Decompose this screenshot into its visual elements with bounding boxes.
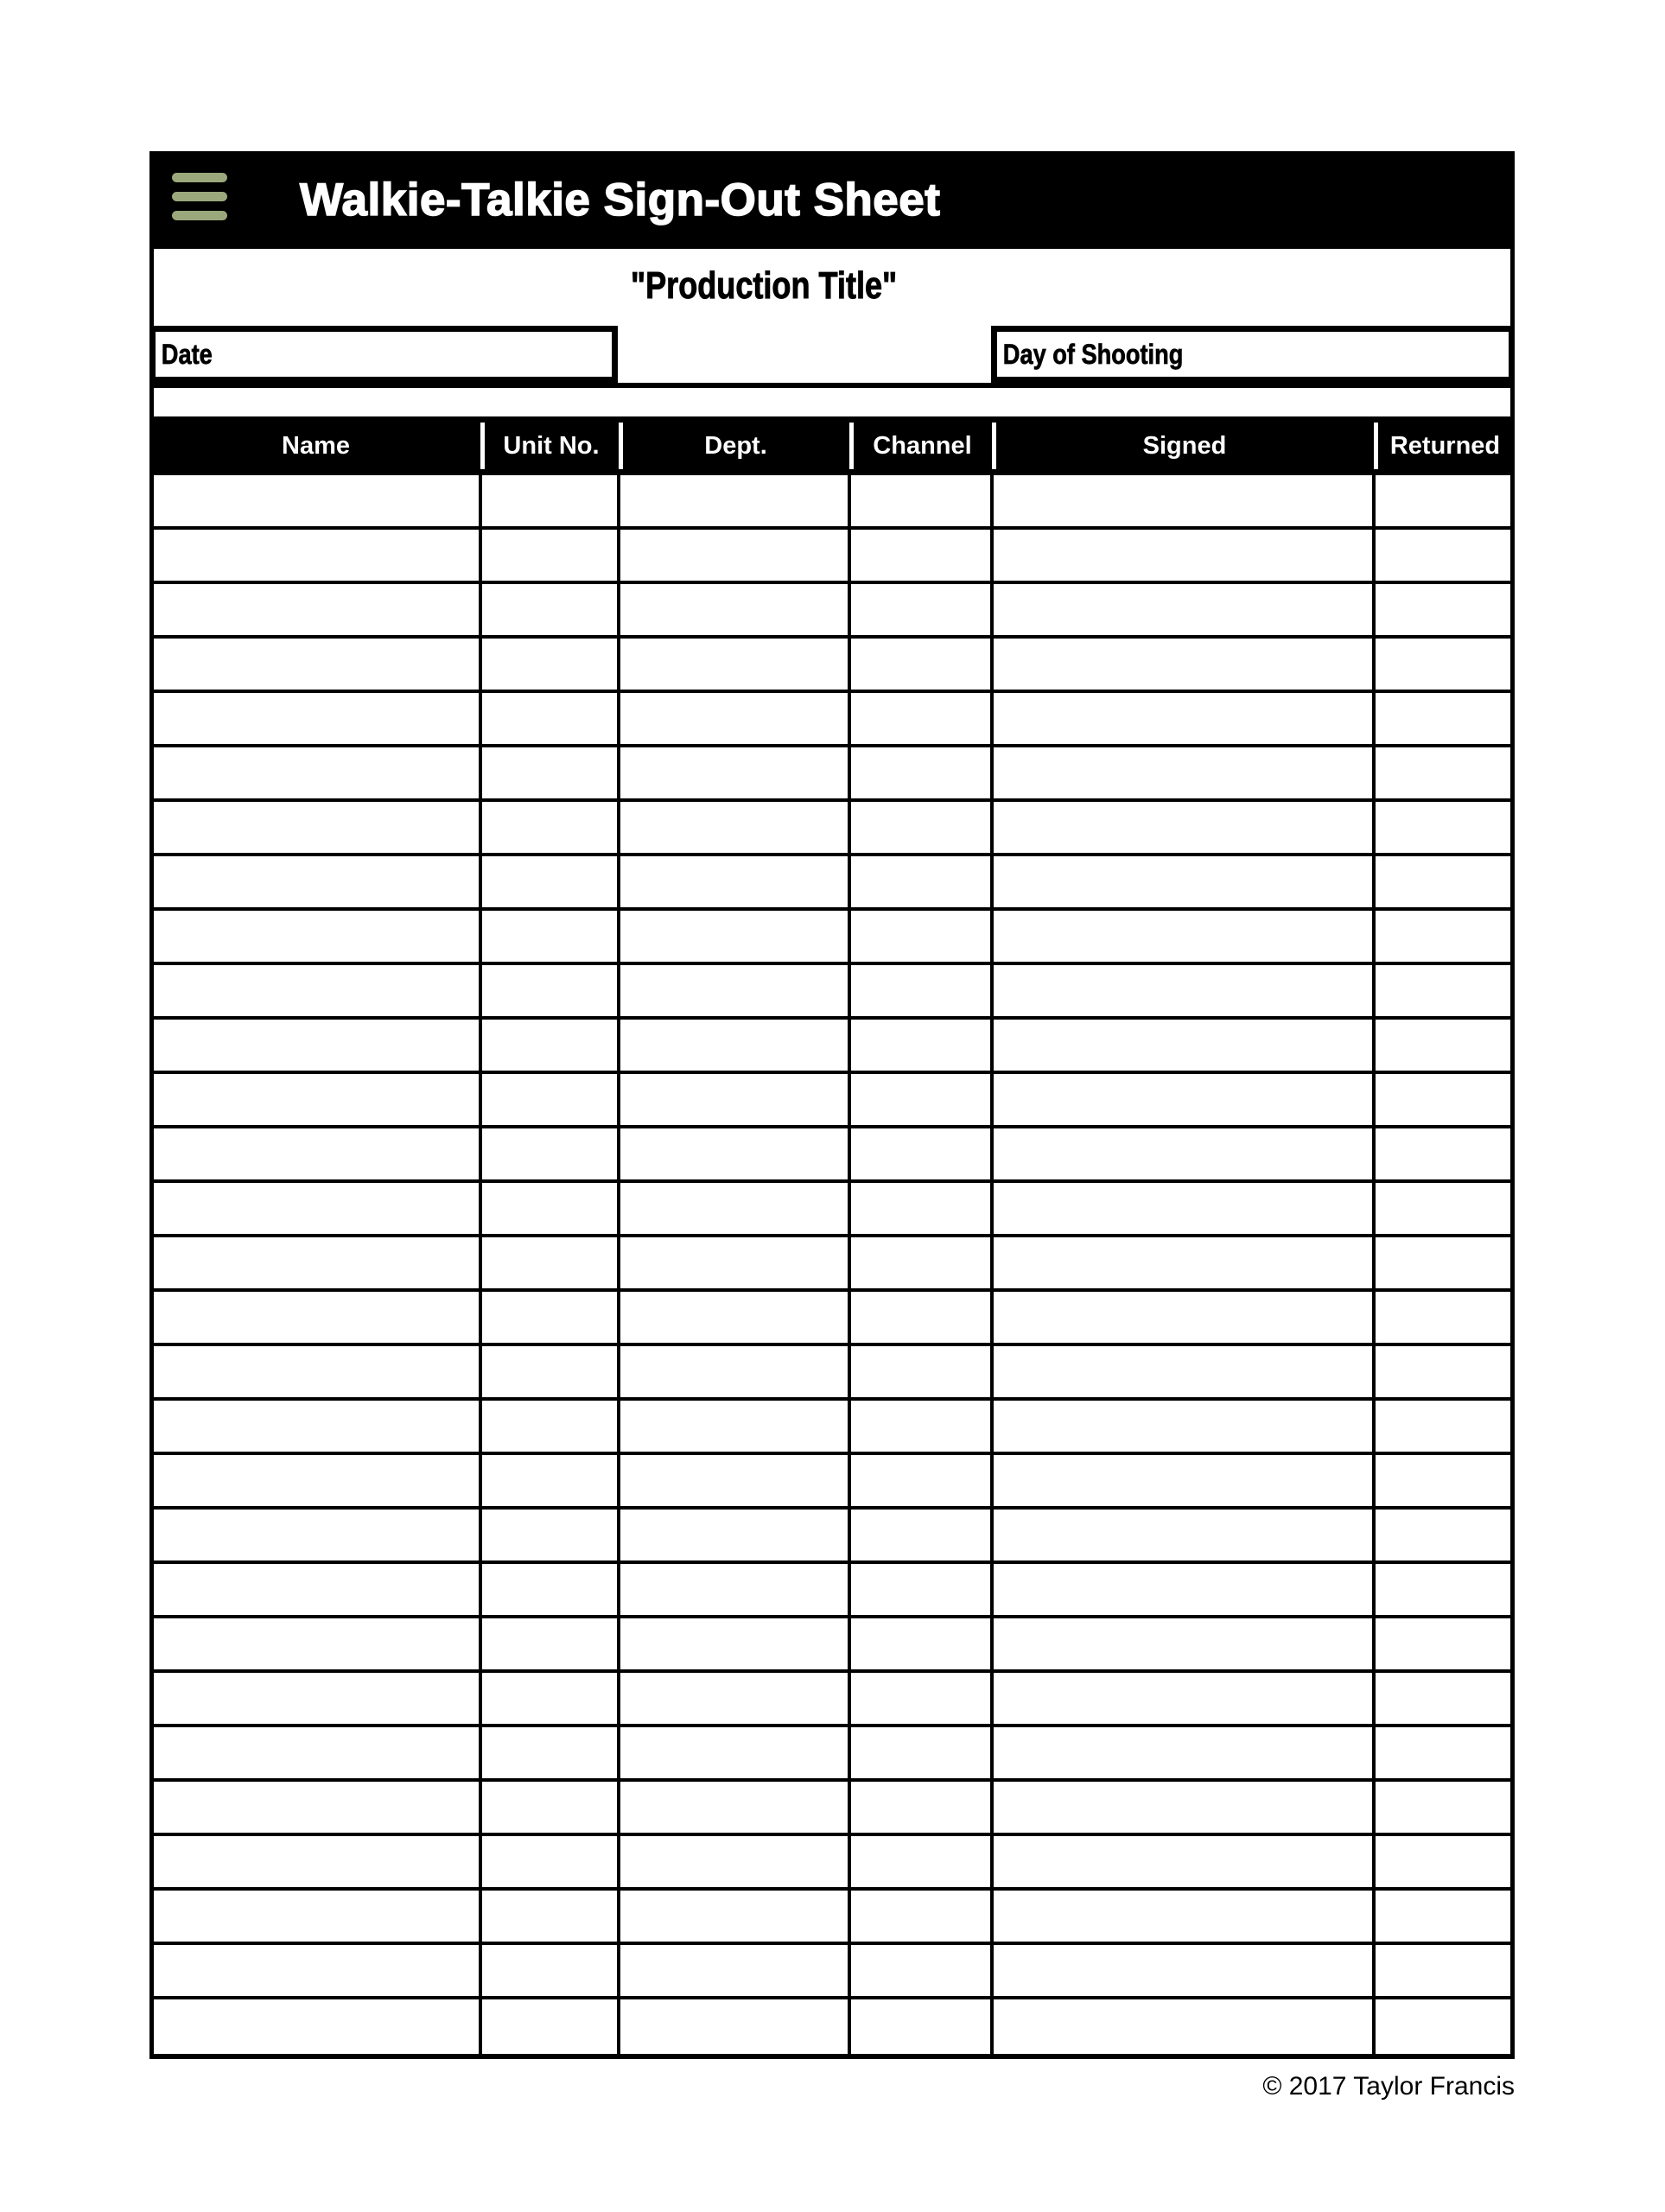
table-cell[interactable]	[851, 584, 994, 639]
table-cell[interactable]	[851, 1618, 994, 1673]
table-cell[interactable]	[994, 1455, 1376, 1510]
table-cell[interactable]	[1376, 1401, 1510, 1455]
table-row	[154, 856, 1510, 911]
day-of-shooting-field[interactable]	[991, 326, 1515, 383]
table-cell[interactable]	[851, 1455, 994, 1510]
table-row	[154, 1782, 1510, 1836]
table-row	[154, 1836, 1510, 1891]
table-cell[interactable]	[620, 530, 851, 584]
production-title-field[interactable]: "Production Title"	[631, 264, 898, 307]
table-cell[interactable]	[482, 584, 620, 639]
table-cell[interactable]	[482, 1673, 620, 1727]
table-cell[interactable]	[851, 1128, 994, 1183]
table-cell[interactable]	[994, 584, 1376, 639]
table-cell[interactable]	[1376, 856, 1510, 911]
document-title: Walkie-Talkie Sign-Out Sheet	[300, 175, 941, 226]
table-row	[154, 1183, 1510, 1237]
table-row	[154, 911, 1510, 965]
table-cell[interactable]	[154, 1020, 482, 1074]
table-cell[interactable]	[482, 1999, 620, 2054]
table-cell[interactable]	[1376, 1782, 1510, 1836]
table-cell[interactable]	[154, 1455, 482, 1510]
table-cell[interactable]	[482, 693, 620, 747]
table-cell[interactable]	[620, 911, 851, 965]
day-of-shooting-label: Day of Shooting	[1002, 338, 1184, 370]
table-cell[interactable]	[994, 1564, 1376, 1618]
table-cell[interactable]	[620, 802, 851, 856]
table-cell[interactable]	[154, 584, 482, 639]
table-cell[interactable]	[482, 1564, 620, 1618]
table-cell[interactable]	[1376, 639, 1510, 693]
table-cell[interactable]	[851, 1346, 994, 1401]
table-cell[interactable]	[482, 530, 620, 584]
table-cell[interactable]	[154, 1128, 482, 1183]
title-bar	[149, 151, 1515, 249]
table-cell[interactable]	[482, 1782, 620, 1836]
table-row	[154, 584, 1510, 639]
table-cell[interactable]	[994, 1074, 1376, 1128]
table-cell[interactable]	[482, 1183, 620, 1237]
table-cell[interactable]	[482, 475, 620, 530]
table-cell[interactable]	[994, 1020, 1376, 1074]
sign-out-table	[149, 416, 1515, 2059]
table-cell[interactable]	[154, 1564, 482, 1618]
table-cell[interactable]	[482, 965, 620, 1020]
table-cell[interactable]	[154, 747, 482, 802]
table-cell[interactable]	[620, 584, 851, 639]
table-row	[154, 747, 1510, 802]
table-cell[interactable]	[482, 1891, 620, 1945]
table-cell[interactable]	[154, 965, 482, 1020]
table-cell[interactable]	[994, 747, 1376, 802]
table-cell[interactable]	[1376, 693, 1510, 747]
table-cell[interactable]	[851, 1782, 994, 1836]
table-cell[interactable]	[154, 1618, 482, 1673]
table-cell[interactable]	[620, 856, 851, 911]
table-cell[interactable]	[620, 1074, 851, 1128]
table-cell[interactable]	[620, 1401, 851, 1455]
table-cell[interactable]	[620, 1237, 851, 1292]
table-cell[interactable]	[994, 1128, 1376, 1183]
table-cell[interactable]	[1376, 1183, 1510, 1237]
table-cell[interactable]	[1376, 1618, 1510, 1673]
table-cell[interactable]	[1376, 802, 1510, 856]
table-cell[interactable]	[994, 856, 1376, 911]
table-cell[interactable]	[851, 1020, 994, 1074]
table-cell[interactable]	[482, 1401, 620, 1455]
table-cell[interactable]	[994, 530, 1376, 584]
table-cell[interactable]	[1376, 1455, 1510, 1510]
table-cell[interactable]	[1376, 1020, 1510, 1074]
table-row	[154, 1999, 1510, 2054]
table-cell[interactable]	[482, 1346, 620, 1401]
table-cell[interactable]	[994, 1673, 1376, 1727]
table-row	[154, 1292, 1510, 1346]
table-cell[interactable]	[154, 1891, 482, 1945]
table-cell[interactable]	[1376, 1945, 1510, 1999]
table-cell[interactable]	[1376, 911, 1510, 965]
table-cell[interactable]	[482, 1020, 620, 1074]
divider-line	[149, 383, 1515, 388]
table-cell[interactable]	[482, 1836, 620, 1891]
table-cell[interactable]	[994, 1183, 1376, 1237]
table-cell[interactable]	[1376, 1346, 1510, 1401]
table-cell[interactable]	[482, 1074, 620, 1128]
table-cell[interactable]	[851, 1673, 994, 1727]
table-cell[interactable]	[620, 693, 851, 747]
table-cell[interactable]	[620, 747, 851, 802]
table-row	[154, 639, 1510, 693]
hamburger-bar	[172, 211, 227, 220]
table-cell[interactable]	[994, 1782, 1376, 1836]
table-cell[interactable]	[851, 1891, 994, 1945]
table-cell[interactable]	[994, 1945, 1376, 1999]
table-cell[interactable]	[482, 1237, 620, 1292]
column-header-name: Name	[282, 431, 350, 460]
table-row	[154, 1891, 1510, 1945]
table-cell[interactable]	[994, 1292, 1376, 1346]
table-cell[interactable]	[154, 1836, 482, 1891]
table-cell[interactable]	[1376, 1074, 1510, 1128]
table-cell[interactable]	[620, 1673, 851, 1727]
copyright-text: © 2017 Taylor Francis	[1262, 2072, 1515, 2101]
table-cell[interactable]	[851, 1237, 994, 1292]
table-cell[interactable]	[620, 1782, 851, 1836]
date-field[interactable]	[149, 326, 618, 383]
column-separator	[480, 423, 485, 469]
table-cell[interactable]	[851, 1836, 994, 1891]
table-cell[interactable]	[1376, 1891, 1510, 1945]
table-cell[interactable]	[994, 1999, 1376, 2054]
table-cell[interactable]	[1376, 1673, 1510, 1727]
table-cell[interactable]	[620, 1510, 851, 1564]
table-cell[interactable]	[851, 1727, 994, 1782]
table-cell[interactable]	[620, 1455, 851, 1510]
table-cell[interactable]	[154, 1183, 482, 1237]
table-cell[interactable]	[994, 1510, 1376, 1564]
table-cell[interactable]	[620, 475, 851, 530]
table-row	[154, 530, 1510, 584]
table-cell[interactable]	[994, 639, 1376, 693]
table-cell[interactable]	[851, 693, 994, 747]
table-cell[interactable]	[994, 1727, 1376, 1782]
table-cell[interactable]	[994, 911, 1376, 965]
table-cell[interactable]	[620, 1128, 851, 1183]
column-header-channel: Channel	[873, 431, 972, 460]
table-cell[interactable]	[1376, 1237, 1510, 1292]
table-cell[interactable]	[620, 1945, 851, 1999]
table-cell[interactable]	[851, 856, 994, 911]
table-cell[interactable]	[154, 1401, 482, 1455]
table-cell[interactable]	[1376, 1292, 1510, 1346]
table-header	[149, 416, 1515, 475]
table-cell[interactable]	[482, 747, 620, 802]
table-cell[interactable]	[620, 1183, 851, 1237]
table-row	[154, 1945, 1510, 1999]
table-cell[interactable]	[1376, 1727, 1510, 1782]
table-cell[interactable]	[994, 475, 1376, 530]
table-cell[interactable]	[994, 1401, 1376, 1455]
table-cell[interactable]	[1376, 530, 1510, 584]
table-cell[interactable]	[154, 911, 482, 965]
table-cell[interactable]	[994, 1836, 1376, 1891]
table-body	[149, 475, 1515, 2059]
table-cell[interactable]	[154, 693, 482, 747]
table-cell[interactable]	[851, 1292, 994, 1346]
table-cell[interactable]	[851, 747, 994, 802]
table-cell[interactable]	[620, 639, 851, 693]
table-cell[interactable]	[154, 1510, 482, 1564]
table-cell[interactable]	[154, 1346, 482, 1401]
table-row	[154, 1128, 1510, 1183]
column-header-returned: Returned	[1389, 431, 1501, 460]
column-header-dept: Dept.	[704, 431, 767, 460]
table-row	[154, 1510, 1510, 1564]
table-row	[154, 1074, 1510, 1128]
table-cell[interactable]	[994, 1237, 1376, 1292]
table-row	[154, 1401, 1510, 1455]
table-cell[interactable]	[994, 1891, 1376, 1945]
table-row	[154, 965, 1510, 1020]
table-row	[154, 693, 1510, 747]
table-row	[154, 1237, 1510, 1292]
table-cell[interactable]	[482, 856, 620, 911]
table-cell[interactable]	[620, 1999, 851, 2054]
table-cell[interactable]	[1376, 965, 1510, 1020]
table-cell[interactable]	[1376, 1128, 1510, 1183]
table-cell[interactable]	[482, 1455, 620, 1510]
table-cell[interactable]	[154, 1237, 482, 1292]
table-cell[interactable]	[482, 1292, 620, 1346]
table-cell[interactable]	[154, 1999, 482, 2054]
table-cell[interactable]	[620, 1891, 851, 1945]
table-cell[interactable]	[620, 965, 851, 1020]
table-cell[interactable]	[482, 802, 620, 856]
table-cell[interactable]	[620, 1020, 851, 1074]
table-cell[interactable]	[154, 1782, 482, 1836]
table-cell[interactable]	[851, 1183, 994, 1237]
table-cell[interactable]	[620, 1292, 851, 1346]
hamburger-bar	[172, 192, 227, 201]
table-cell[interactable]	[154, 802, 482, 856]
table-cell[interactable]	[154, 1727, 482, 1782]
table-cell[interactable]	[851, 530, 994, 584]
column-separator	[1374, 423, 1378, 469]
table-cell[interactable]	[482, 1128, 620, 1183]
table-cell[interactable]	[1376, 1836, 1510, 1891]
table-cell[interactable]	[1376, 1564, 1510, 1618]
table-cell[interactable]	[1376, 1999, 1510, 2054]
table-cell[interactable]	[482, 1945, 620, 1999]
table-cell[interactable]	[851, 1401, 994, 1455]
table-cell[interactable]	[1376, 584, 1510, 639]
table-cell[interactable]	[851, 965, 994, 1020]
table-cell[interactable]	[851, 1564, 994, 1618]
table-cell[interactable]	[154, 639, 482, 693]
table-row	[154, 1673, 1510, 1727]
table-cell[interactable]	[620, 1618, 851, 1673]
table-cell[interactable]	[994, 802, 1376, 856]
table-row	[154, 1618, 1510, 1673]
hamburger-bar	[172, 173, 227, 182]
table-cell[interactable]	[851, 1074, 994, 1128]
table-cell[interactable]	[851, 1945, 994, 1999]
date-label: Date	[161, 338, 213, 370]
table-cell[interactable]	[482, 1618, 620, 1673]
table-row	[154, 1727, 1510, 1782]
table-row	[154, 1455, 1510, 1510]
table-cell[interactable]	[482, 1727, 620, 1782]
table-row	[154, 1564, 1510, 1618]
table-row	[154, 1346, 1510, 1401]
table-cell[interactable]	[851, 1510, 994, 1564]
column-header-unit-no: Unit No.	[503, 431, 600, 460]
column-header-signed: Signed	[1142, 431, 1227, 460]
table-cell[interactable]	[482, 911, 620, 965]
table-row	[154, 1020, 1510, 1074]
table-cell[interactable]	[851, 475, 994, 530]
table-cell[interactable]	[154, 1074, 482, 1128]
column-separator	[619, 423, 623, 469]
table-cell[interactable]	[154, 475, 482, 530]
table-cell[interactable]	[154, 856, 482, 911]
table-cell[interactable]	[1376, 475, 1510, 530]
table-cell[interactable]	[154, 1673, 482, 1727]
table-cell[interactable]	[851, 911, 994, 965]
table-cell[interactable]	[994, 693, 1376, 747]
table-cell[interactable]	[1376, 747, 1510, 802]
column-separator	[849, 423, 854, 469]
table-cell[interactable]	[620, 1836, 851, 1891]
table-cell[interactable]	[154, 1945, 482, 1999]
table-cell[interactable]	[851, 802, 994, 856]
table-cell[interactable]	[994, 965, 1376, 1020]
table-cell[interactable]	[620, 1564, 851, 1618]
hamburger-menu-icon	[172, 173, 227, 220]
column-separator	[992, 423, 996, 469]
table-cell[interactable]	[994, 1618, 1376, 1673]
table-row	[154, 475, 1510, 530]
table-cell[interactable]	[154, 1292, 482, 1346]
header-section	[149, 249, 1515, 416]
table-cell[interactable]	[994, 1346, 1376, 1401]
table-cell[interactable]	[851, 639, 994, 693]
table-cell[interactable]	[482, 1510, 620, 1564]
table-cell[interactable]	[620, 1727, 851, 1782]
table-cell[interactable]	[482, 639, 620, 693]
table-row	[154, 802, 1510, 856]
table-cell[interactable]	[154, 530, 482, 584]
table-cell[interactable]	[851, 1999, 994, 2054]
table-cell[interactable]	[1376, 1510, 1510, 1564]
table-cell[interactable]	[620, 1346, 851, 1401]
